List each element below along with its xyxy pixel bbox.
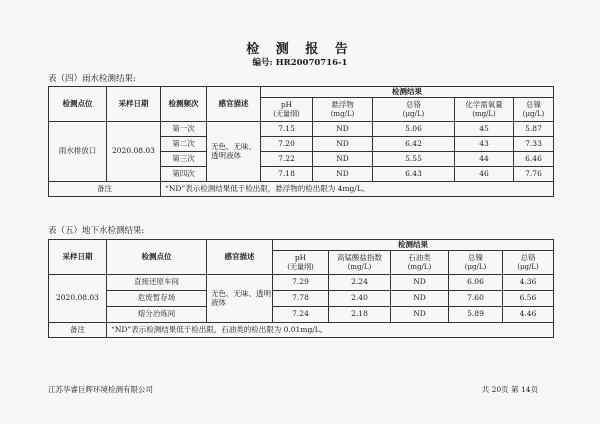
value-cell: ND — [313, 137, 373, 152]
value-cell: 2.40 — [329, 291, 391, 307]
param-cr — [503, 251, 554, 275]
freq-cell: 第三次 — [161, 152, 207, 167]
ground-sense: 无色、无味、透明液体 — [207, 275, 273, 323]
param-unit: (mg/L) — [407, 262, 432, 271]
groundwater-results-table — [48, 239, 554, 338]
value-cell: 6.46 — [514, 152, 554, 167]
value-cell: 7.29 — [273, 275, 329, 291]
value-cell: 2.24 — [329, 275, 391, 291]
table-row — [49, 122, 554, 137]
rain-sense: 无色、无味、透明液体 — [207, 122, 261, 182]
param-name: 高锰酸盐指数 — [337, 253, 382, 263]
header-sense: 感官描述 — [207, 240, 273, 275]
param-unit: (mg/L) — [330, 109, 355, 118]
value-cell: 7.18 — [261, 167, 313, 182]
value-cell: 4.36 — [503, 275, 554, 291]
note-text: “ND”表示检测结果低于检出限，石油类的检出限为 0.01mg/L。 — [107, 323, 554, 338]
value-cell: 45 — [455, 122, 514, 137]
point-cell: 熔分冶炼间 — [107, 307, 207, 323]
footer-company: 江苏华睿巨辉环境检测有限公司 — [48, 385, 153, 394]
point-cell: 危废暂存场 — [107, 291, 207, 307]
value-cell: 44 — [455, 152, 514, 167]
table5-caption: 表（五）地下水检测结果: — [48, 226, 145, 236]
value-cell: ND — [391, 275, 449, 291]
value-cell: ND — [313, 167, 373, 182]
value-cell: 7.15 — [261, 122, 313, 137]
param-name: pH — [280, 100, 293, 110]
note-label: 备注 — [49, 323, 107, 338]
param-ni — [514, 98, 554, 122]
param-ph — [273, 251, 329, 275]
param-name: 悬浮物 — [331, 100, 354, 110]
value-cell: 5.55 — [373, 152, 455, 167]
param-unit: (μg/L) — [464, 262, 487, 271]
param-codmn — [329, 251, 391, 275]
param-unit: (无量纲) — [287, 262, 314, 271]
value-cell: 7.22 — [261, 152, 313, 167]
param-unit: (μg/L) — [517, 262, 539, 271]
rain-point: 雨水排放口 — [49, 122, 107, 182]
param-unit: (μg/L) — [522, 109, 545, 118]
value-cell: 7.76 — [514, 167, 554, 182]
param-ss — [313, 98, 373, 122]
value-cell: 5.87 — [514, 122, 554, 137]
page-title: 检 测 报 告 — [246, 42, 354, 57]
param-unit: (无量纲) — [273, 109, 300, 118]
value-cell: 43 — [455, 137, 514, 152]
note-label: 备注 — [49, 182, 161, 197]
value-cell: 7.20 — [261, 137, 313, 152]
table-row — [49, 291, 554, 307]
value-cell: ND — [391, 291, 449, 307]
header-date: 采样日期 — [107, 87, 161, 122]
footer-pages: 共 20页 第 14页 — [481, 385, 538, 394]
value-cell: 7.60 — [449, 291, 503, 307]
value-cell: 7.24 — [273, 307, 329, 323]
param-cr — [373, 98, 455, 122]
param-ph — [261, 98, 313, 122]
report-number: 编号: HR20070716-1 — [252, 58, 348, 68]
header-results: 检测结果 — [273, 240, 554, 251]
param-name: 总镍 — [526, 100, 542, 110]
param-name: 化学需氧量 — [465, 100, 503, 110]
param-name: pH — [294, 253, 307, 263]
ground-date: 2020.08.03 — [49, 275, 107, 323]
value-cell: 7.33 — [514, 137, 554, 152]
header-results: 检测结果 — [261, 87, 554, 98]
value-cell: 6.42 — [373, 137, 455, 152]
point-cell: 直接还原车间 — [107, 275, 207, 291]
value-cell: ND — [391, 307, 449, 323]
value-cell: 46 — [455, 167, 514, 182]
header-freq: 检测频次 — [161, 87, 207, 122]
value-cell: 6.56 — [503, 291, 554, 307]
header-point: 检测点位 — [107, 240, 207, 275]
rainwater-results-table — [48, 86, 554, 197]
value-cell: 6.43 — [373, 167, 455, 182]
param-ni — [449, 251, 503, 275]
param-unit: (μg/L) — [402, 109, 425, 118]
param-name: 总铬 — [520, 253, 536, 263]
param-oil — [391, 251, 449, 275]
value-cell: 7.78 — [273, 291, 329, 307]
table-row — [49, 307, 554, 323]
value-cell: ND — [313, 152, 373, 167]
freq-cell: 第四次 — [161, 167, 207, 182]
freq-cell: 第一次 — [161, 122, 207, 137]
param-name: 总镍 — [468, 253, 483, 263]
value-cell: 2.18 — [329, 307, 391, 323]
value-cell: 4.46 — [503, 307, 554, 323]
value-cell: 5.06 — [373, 122, 455, 137]
table4-caption: 表（四）雨水检测结果: — [48, 74, 136, 84]
param-cod — [455, 98, 514, 122]
param-name: 总铬 — [406, 100, 421, 110]
param-unit: (mg/L) — [347, 262, 372, 271]
value-cell: 5.89 — [449, 307, 503, 323]
param-name: 石油类 — [408, 253, 431, 263]
table-row — [49, 275, 554, 291]
rain-date: 2020.08.03 — [107, 122, 161, 182]
header-sense: 感官描述 — [207, 87, 261, 122]
freq-cell: 第二次 — [161, 137, 207, 152]
header-point: 检测点位 — [49, 87, 107, 122]
value-cell: ND — [313, 122, 373, 137]
header-date: 采样日期 — [49, 240, 107, 275]
note-text: “ND”表示检测结果低于检出限，悬浮物的检出限为 4mg/L。 — [161, 182, 554, 197]
param-unit: (mg/L) — [472, 109, 496, 118]
value-cell: 6.06 — [449, 275, 503, 291]
